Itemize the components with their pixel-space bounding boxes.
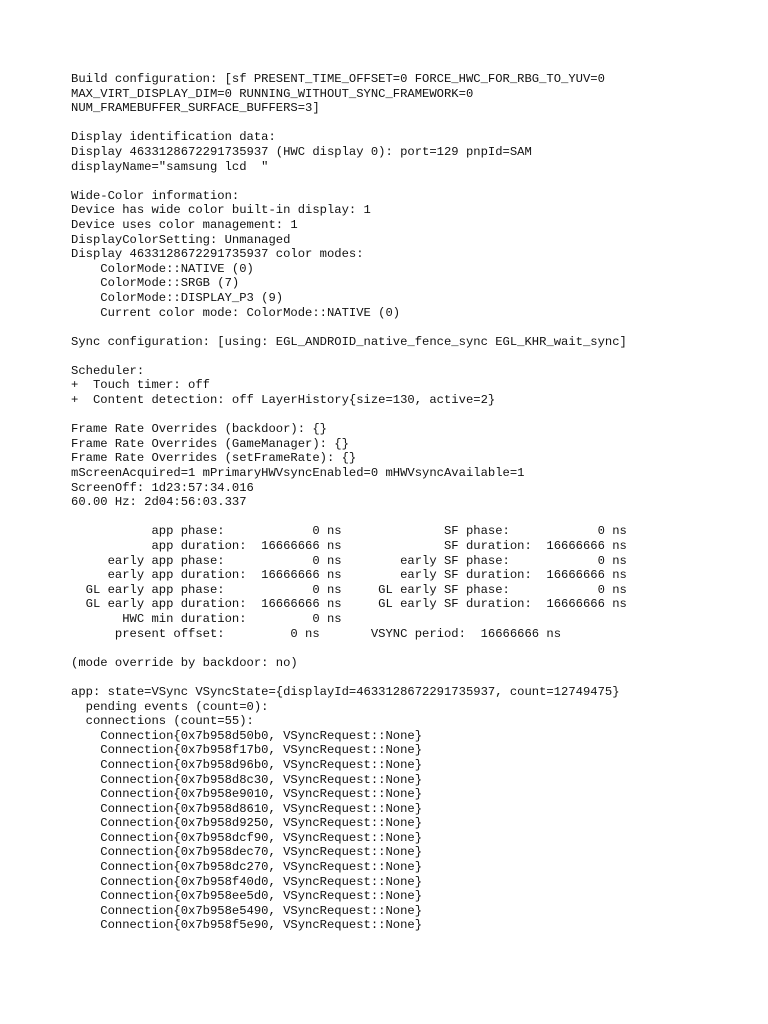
document-line: 60.00 Hz: 2d04:56:03.337	[71, 495, 247, 510]
document-line: HWC min duration: 0 ns	[71, 611, 342, 626]
document-line: GL early app phase: 0 ns GL early SF phase: 0 ns	[71, 582, 627, 597]
document-line: Display 4633128672291735937 (HWC display 0): port=129 pnpId=SAM	[71, 144, 532, 159]
document-line: Device has wide color built-in display: 1	[71, 203, 371, 218]
document-line: displayName="samsung lcd "	[71, 159, 269, 174]
document-line: early app phase: 0 ns early SF phase: 0 ns	[71, 553, 627, 568]
document-line: NUM_FRAMEBUFFER_SURFACE_BUFFERS=3]	[71, 101, 320, 116]
document-line	[71, 510, 761, 525]
document-line	[71, 408, 761, 423]
document-line: Connection{0x7b958d50b0, VSyncRequest::None}	[71, 728, 423, 743]
document-line: ColorMode::DISPLAY_P3 (9)	[71, 290, 284, 305]
document-line	[71, 116, 761, 131]
document-line: ScreenOff: 1d23:57:34.016	[71, 480, 254, 495]
document-line: ColorMode::SRGB (7)	[71, 276, 240, 291]
document-line: Connection{0x7b958d8c30, VSyncRequest::None}	[71, 772, 423, 787]
document-line: + Content detection: off LayerHistory{size=130, active=2}	[71, 393, 496, 408]
document-line: Sync configuration: [using: EGL_ANDROID_native_fence_sync EGL_KHR_wait_sync]	[71, 334, 627, 349]
document-line: Frame Rate Overrides (GameManager): {}	[71, 436, 349, 451]
document-line: Connection{0x7b958ee5d0, VSyncRequest::None}	[71, 889, 423, 904]
document-line: Connection{0x7b958f17b0, VSyncRequest::None}	[71, 743, 423, 758]
document-line: GL early app duration: 16666666 ns GL early SF duration: 16666666 ns	[71, 597, 627, 612]
document-line: present offset: 0 ns VSYNC period: 16666666 ns	[71, 626, 562, 641]
document-line: connections (count=55):	[71, 714, 254, 729]
document-line: Current color mode: ColorMode::NATIVE (0)	[71, 305, 401, 320]
document-line: DisplayColorSetting: Unmanaged	[71, 232, 291, 247]
document-line: Build configuration: [sf PRESENT_TIME_OFFSET=0 FORCE_HWC_FOR_RBG_TO_YUV=0	[71, 72, 605, 86]
document-line	[71, 349, 761, 364]
document-line: early app duration: 16666666 ns early SF duration: 16666666 ns	[71, 568, 627, 583]
dumpsys-text-document	[71, 72, 761, 933]
document-line: app: state=VSync VSyncState={displayId=4633128672291735937, count=12749475}	[71, 684, 620, 699]
document-line: Connection{0x7b958f5e90, VSyncRequest::None}	[71, 918, 423, 933]
document-line: MAX_VIRT_DISPLAY_DIM=0 RUNNING_WITHOUT_SYNC_FRAMEWORK=0	[71, 86, 474, 101]
document-line: app duration: 16666666 ns SF duration: 16666666 ns	[71, 539, 627, 553]
document-line	[71, 670, 761, 685]
document-line: Frame Rate Overrides (backdoor): {}	[71, 422, 327, 437]
document-line: Display identification data:	[71, 130, 276, 145]
document-line: Connection{0x7b958d8610, VSyncRequest::None}	[71, 801, 423, 816]
document-line: Connection{0x7b958e5490, VSyncRequest::None}	[71, 903, 423, 918]
document-line: (mode override by backdoor: no)	[71, 655, 298, 670]
document-line: Connection{0x7b958f40d0, VSyncRequest::None}	[71, 874, 423, 889]
document-line	[71, 641, 761, 656]
document-line: Scheduler:	[71, 363, 145, 378]
document-line: Frame Rate Overrides (setFrameRate): {}	[71, 451, 357, 466]
document-line: Connection{0x7b958d9250, VSyncRequest::None}	[71, 816, 423, 831]
document-line: Device uses color management: 1	[71, 217, 298, 232]
document-line: Connection{0x7b958dec70, VSyncRequest::None}	[71, 845, 423, 860]
document-line: app phase: 0 ns SF phase: 0 ns	[71, 524, 627, 539]
document-line	[71, 174, 761, 189]
document-line: Wide-Color information:	[71, 188, 240, 203]
document-line: Connection{0x7b958e9010, VSyncRequest::None}	[71, 787, 423, 802]
document-line: ColorMode::NATIVE (0)	[71, 261, 254, 276]
document-line: mScreenAcquired=1 mPrimaryHWVsyncEnabled=0 mHWVsyncAvailable=1	[71, 466, 525, 481]
document-line: Connection{0x7b958d96b0, VSyncRequest::None}	[71, 757, 423, 772]
document-line: + Touch timer: off	[71, 378, 210, 393]
document-line	[71, 320, 761, 335]
document-line: Connection{0x7b958dcf90, VSyncRequest::None}	[71, 830, 423, 845]
document-line: Display 4633128672291735937 color modes:	[71, 247, 364, 262]
document-line: pending events (count=0):	[71, 699, 269, 714]
document-line: Connection{0x7b958dc270, VSyncRequest::None}	[71, 860, 423, 875]
